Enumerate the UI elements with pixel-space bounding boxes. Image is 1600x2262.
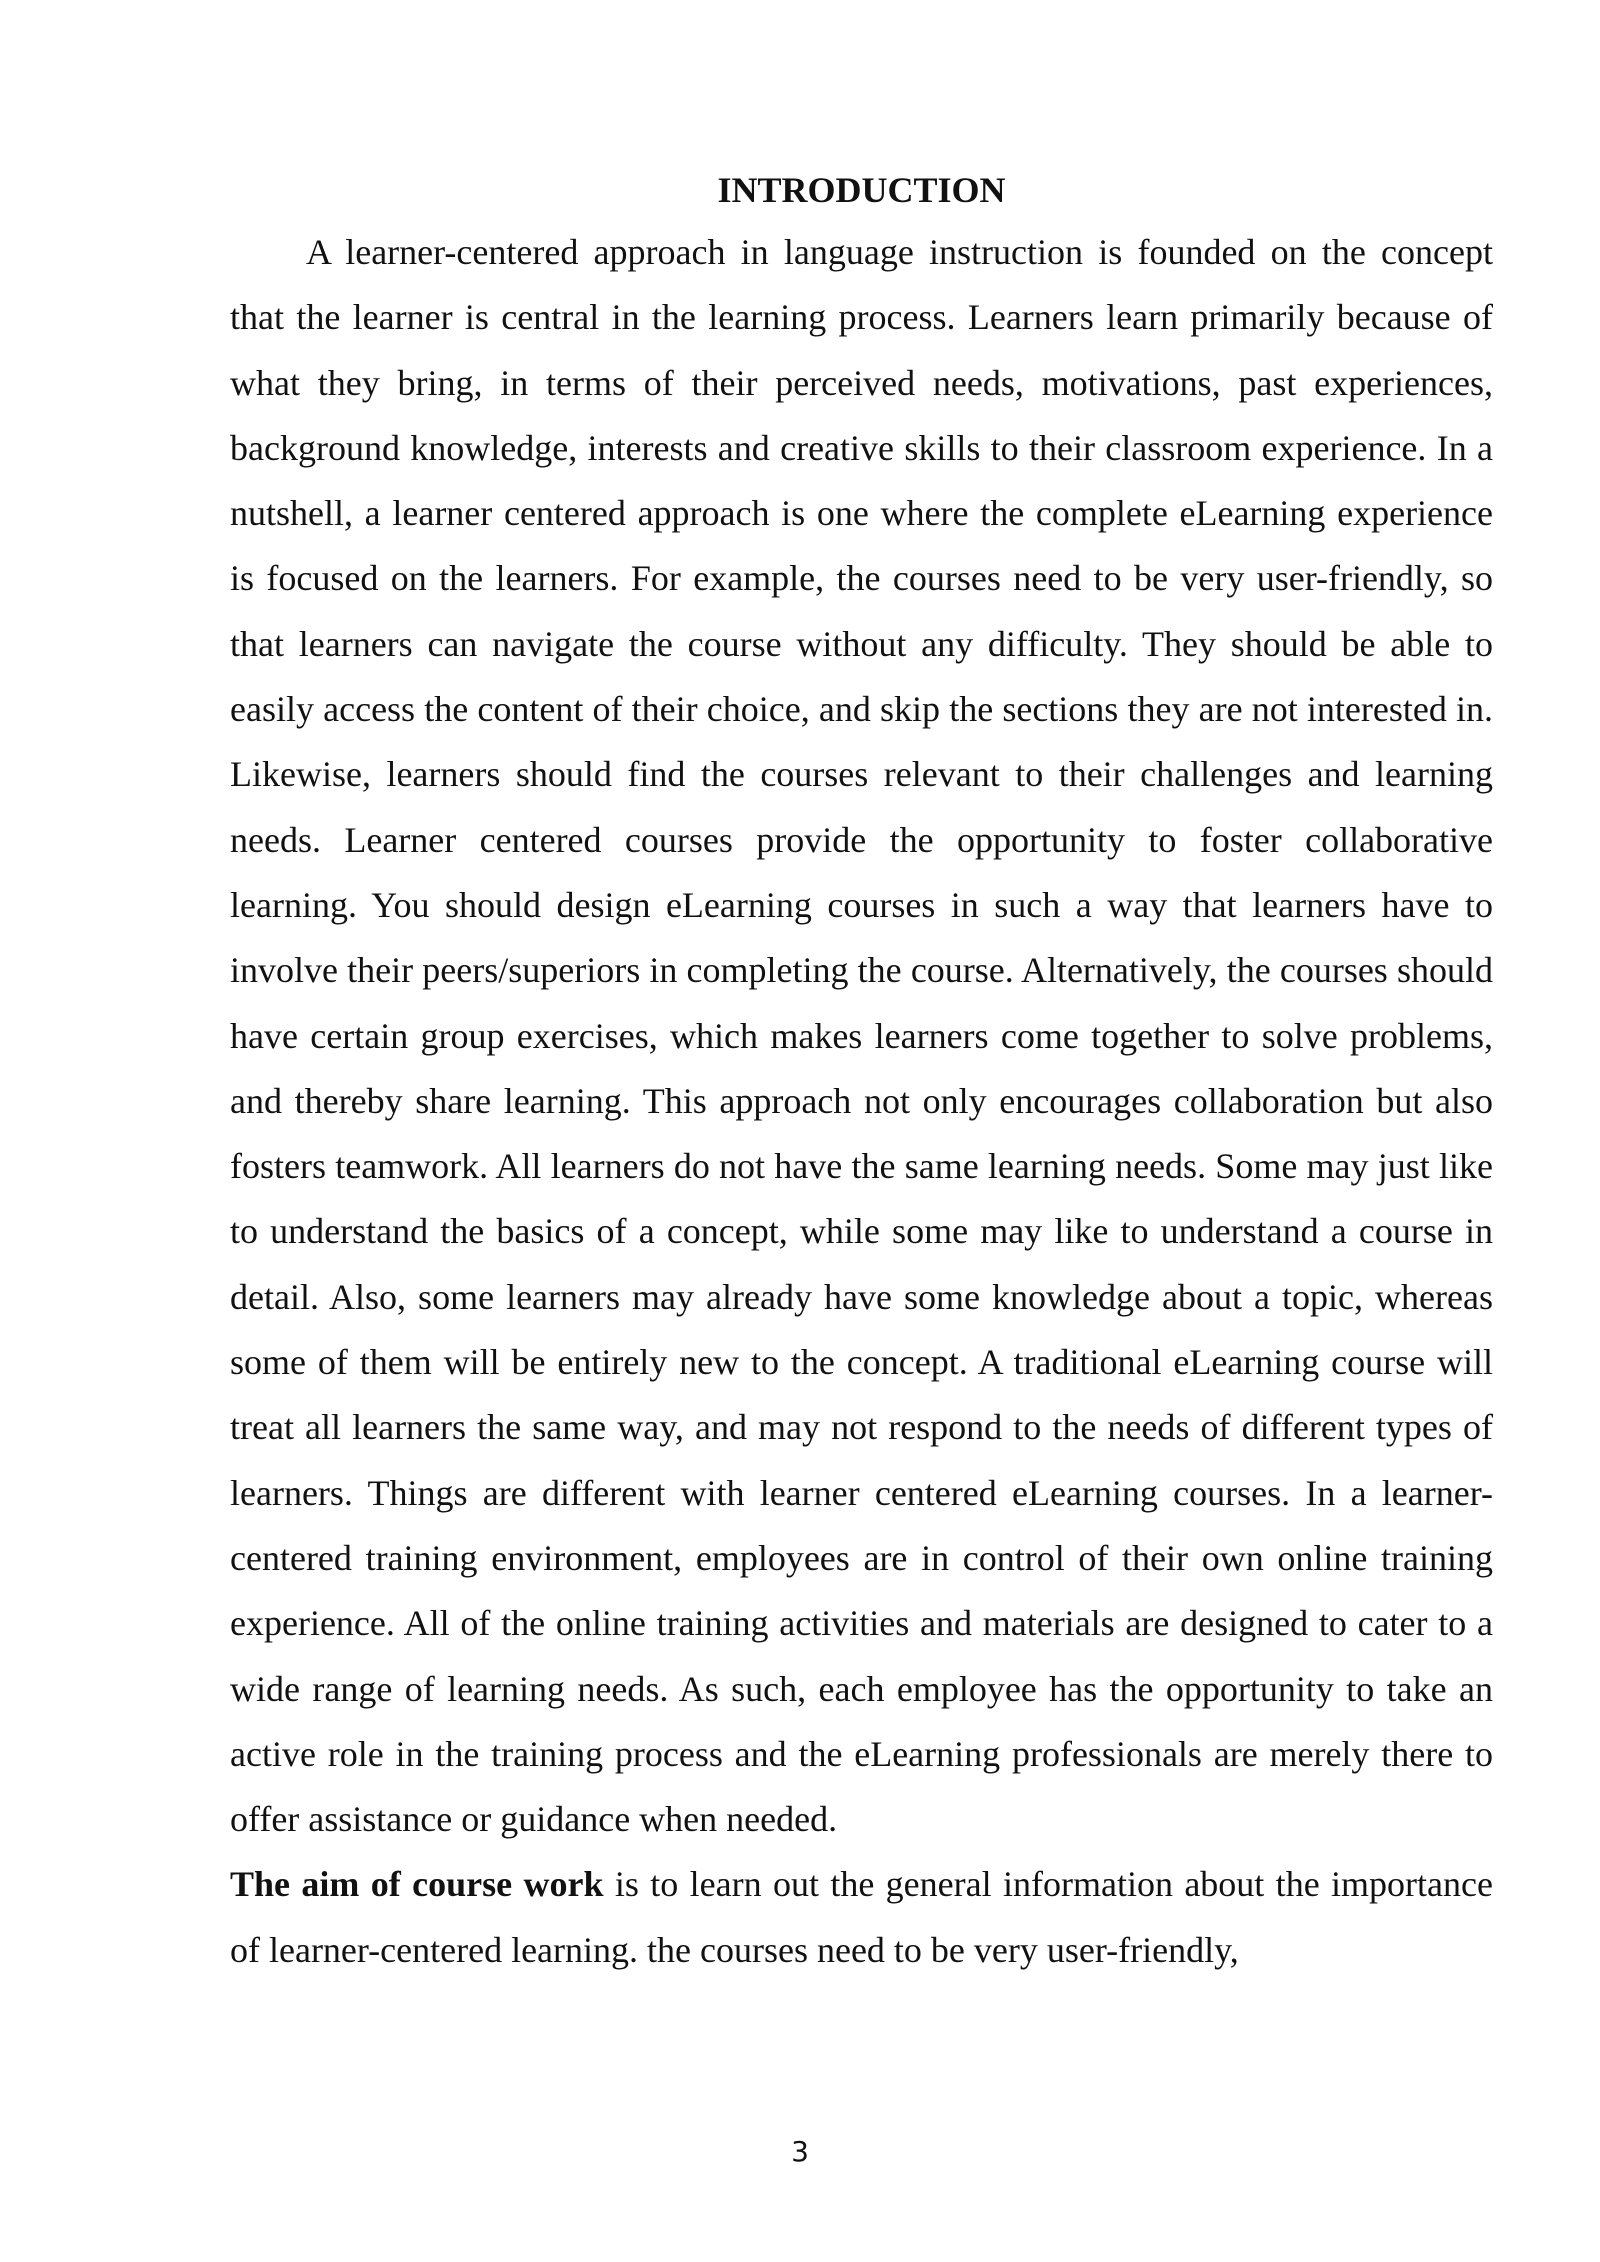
page-number: 3 <box>791 2135 809 2168</box>
page-content <box>230 160 1493 1983</box>
aim-text: is to learn out the general information about the importance of learner-centered learning. the courses need to be very user-friendly, <box>230 1864 1493 1970</box>
introduction-paragraph: A learner-centered approach in language instruction is founded on the concept that the learner is central in the learning process. Learners learn primarily because of what they bring, in terms of their perceived needs, motivations, past experiences, background knowledge, interests and creative skills to their classroom experience. In a nutshell, a learner centered approach is one where the complete eLearning experience is focused on the learners. For example, the courses need to be very user-friendly, so that learners can navigate the course without any difficulty. They should be able to easily access the content of their choice, and skip the sections they are not interested in. Likewise, learners should find the courses relevant to their challenges and learning needs. Learner centered courses provide the opportunity to foster collaborative learning. You should design eLearning courses in such a way that learners have to involve their peers/superiors in completing the course. Alternatively, the courses should have certain group exercises, which makes learners come together to solve problems, and thereby share learning. This approach not only encourages collaboration but also fosters teamwork. All learners do not have the same learning needs. Some may just like to understand the basics of a concept, while some may like to understand a course in detail. Also, some learners may already have some knowledge about a topic, whereas some of them will be entirely new to the concept. A traditional eLearning course will treat all learners the same way, and may not respond to the needs of different types of learners. Things are different with learner centered eLearning courses. In a learner-centered training environment, employees are in control of their own online training experience. All of the online training activities and materials are designed to cater to a wide range of learning needs. As such, each employee has the opportunity to take an active role in the training process and the eLearning professionals are merely there to offer assistance or guidance when needed. <box>230 232 1493 1840</box>
aim-paragraph <box>230 1852 1493 1983</box>
aim-label: The aim of course work <box>230 1864 604 1905</box>
section-heading: INTRODUCTION <box>717 170 1006 210</box>
